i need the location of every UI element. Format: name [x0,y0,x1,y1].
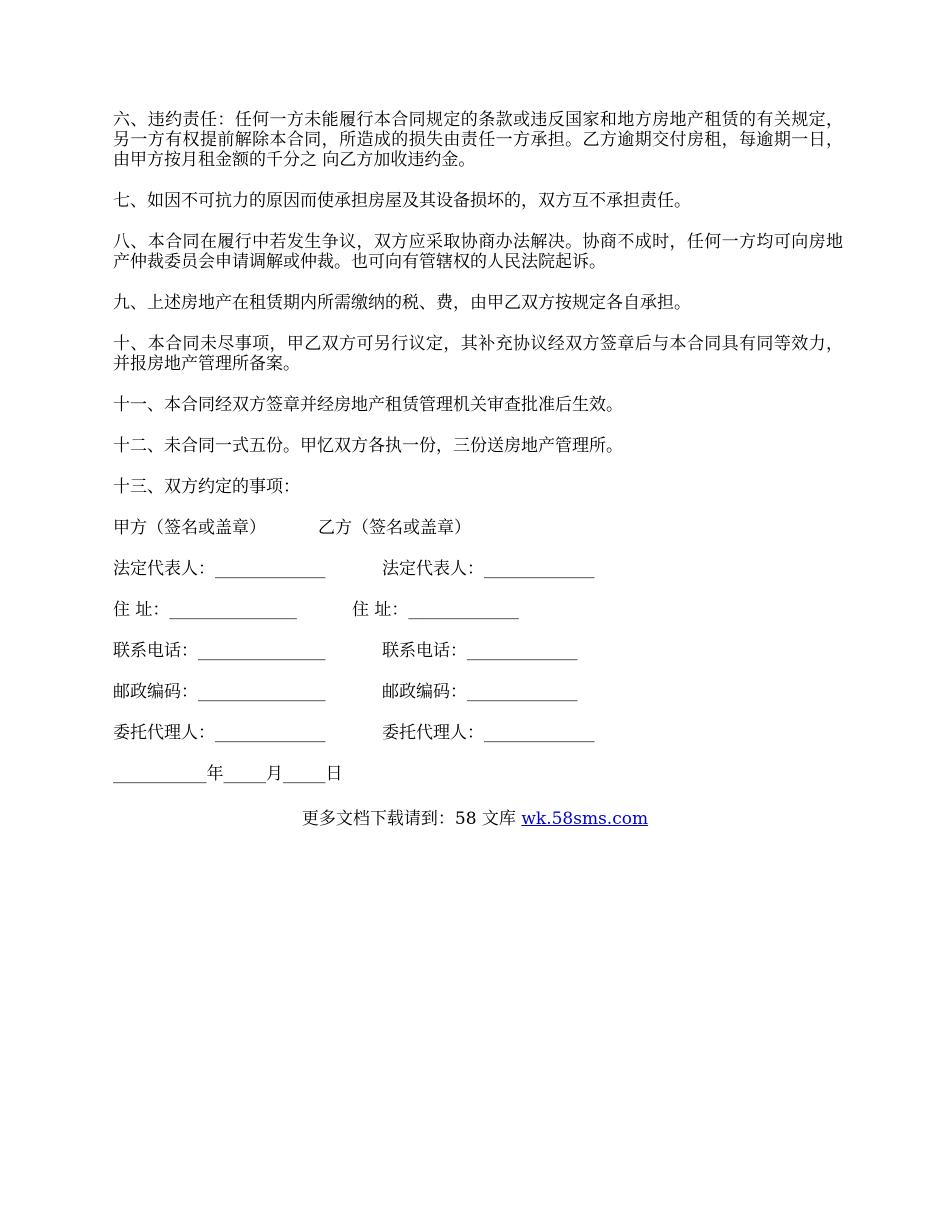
postcode-a-field: 邮政编码：_______________ [113,682,326,702]
footer-download-note [0,809,950,829]
legal-rep-b-field: 法定代表人：_____________ [382,559,595,579]
date-field: ___________年_____月_____日 [113,764,343,784]
phone-row [113,641,843,661]
agent-a-field: 委托代理人：_____________ [113,723,326,743]
legal-rep-row [113,559,843,579]
phone-b-field: 联系电话：_____________ [382,641,578,661]
party-a-label: 甲方（签名或盖章） [113,518,266,538]
clause-force-majeure: 七、如因不可抗力的原因而使承担房屋及其设备损坏的，双方互不承担责任。 [113,191,691,211]
date-row [113,764,843,784]
clause-taxes-fees: 九、上述房地产在租赁期内所需缴纳的税、费，由甲乙双方按规定各自承担。 [113,293,691,313]
clause-supplementary: 十、本合同未尽事项，甲乙双方可另行议定，其补充协议经双方签章后与本合同具有同等效力，并报房地产管理所备案。 [113,334,843,374]
signature-parties-row [113,518,843,538]
clause-dispute-resolution: 八、本合同在履行中若发生争议，双方应采取协商办法解决。协商不成时，任何一方均可向房地产仲裁委员会申请调解或仲裁。也可向有管辖权的人民法院起诉。 [113,232,843,272]
legal-rep-a-field: 法定代表人：_____________ [113,559,326,579]
phone-a-field: 联系电话：_______________ [113,641,326,661]
party-b-label: 乙方（签名或盖章） [318,518,471,538]
clause-agreed-matters: 十三、双方约定的事项： [113,477,300,497]
agent-row [113,723,843,743]
contract-body [113,110,843,805]
footer-prefix: 更多文档下载请到：58 文库 [301,809,522,829]
address-b-field: 住 址：_____________ [352,600,519,620]
address-row [113,600,843,620]
postcode-row [113,682,843,702]
clause-effective: 十一、本合同经双方签章并经房地产租赁管理机关审查批准后生效。 [113,395,623,415]
address-a-field: 住 址：_______________ [113,600,297,620]
clause-breach-liability: 六、违约责任：任何一方未能履行本合同规定的条款或违反国家和地方房地产租赁的有关规定，另一方有权提前解除本合同，所造成的损失由责任一方承担。乙方逾期交付房租，每逾期一日，由甲方按月租金额的千分之 向乙方加收违约金。 [113,110,843,170]
agent-b-field: 委托代理人：_____________ [382,723,595,743]
footer-link[interactable]: wk.58sms.com [521,809,649,829]
clause-copies: 十二、未合同一式五份。甲忆双方各执一份，三份送房地产管理所。 [113,436,623,456]
postcode-b-field: 邮政编码：_____________ [382,682,578,702]
